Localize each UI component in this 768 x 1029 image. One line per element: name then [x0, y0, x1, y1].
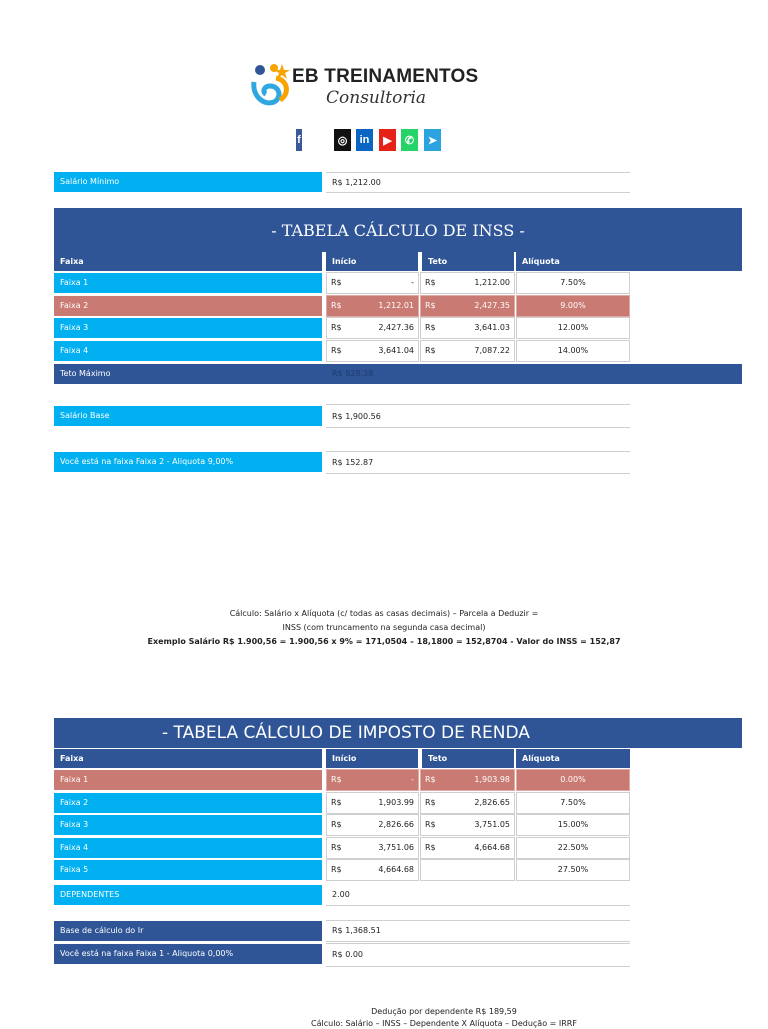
salario-minimo-label: Salário Mínimo: [54, 172, 322, 192]
inicio-value: 4,664.68: [378, 865, 414, 874]
facebook-icon[interactable]: f: [296, 129, 302, 151]
ir-header-aliquota: Alíquota: [516, 749, 630, 768]
inicio-cell: [326, 792, 419, 814]
currency-symbol: R$: [425, 278, 436, 287]
currency-symbol: R$: [331, 278, 342, 287]
inicio-value: 1,903.99: [378, 797, 414, 807]
faixa-label: Faixa 2: [54, 793, 322, 813]
currency-symbol: R$: [331, 323, 342, 332]
dependentes-label: DEPENDENTES: [54, 885, 322, 905]
inss-header-faixa: Faixa: [54, 252, 322, 271]
inss-header-teto: Teto: [422, 252, 514, 271]
teto-value: 7,087.22: [474, 345, 510, 355]
currency-symbol: R$: [331, 842, 342, 852]
salario-base-value: R$ 1,900.56: [326, 406, 630, 428]
teto-maximo-label: Teto Máximo: [60, 369, 111, 378]
teto-cell: [420, 272, 515, 294]
inicio-cell: [326, 317, 419, 339]
inss-note-line1: Cálculo: Salário x Alíquota (c/ todas as casas decimais) – Parcela a Deduzir =: [229, 609, 539, 618]
dependentes-value: 2.00: [326, 884, 630, 906]
faixa-label: Faixa 5: [54, 860, 322, 880]
teto-value: 3,641.03: [474, 323, 510, 332]
inicio-value: 3,751.06: [378, 842, 414, 852]
ir-note-line1: Dedução por dependente R$ 189,59: [371, 1007, 517, 1016]
currency-symbol: R$: [425, 323, 436, 332]
inicio-cell: [326, 340, 419, 362]
currency-symbol: R$: [425, 820, 436, 829]
teto-cell: [420, 859, 515, 881]
teto-value: 2,826.65: [474, 797, 510, 807]
teto-maximo-row: [54, 364, 742, 384]
ir-header-teto: Teto: [422, 749, 514, 768]
teto-value: 1,212.00: [474, 278, 510, 287]
inicio-cell: [326, 769, 419, 791]
faixa-label: Faixa 3: [54, 318, 322, 338]
currency-symbol: R$: [425, 345, 436, 355]
inicio-cell: [326, 837, 419, 859]
faixa-label: Faixa 4: [54, 341, 322, 361]
currency-symbol: R$: [425, 797, 436, 807]
inicio-cell: [326, 295, 419, 317]
inss-result-label: Você está na faixa Faixa 2 - Aliquota 9,00%: [54, 452, 322, 472]
faixa-label: Faixa 1: [54, 273, 322, 293]
inicio-cell: [326, 272, 419, 294]
aliquota-value: 22.50%: [516, 837, 630, 859]
teto-cell: [420, 295, 515, 317]
currency-symbol: R$: [331, 820, 342, 829]
currency-symbol: R$: [331, 775, 342, 784]
teto-cell: [420, 814, 515, 836]
aliquota-value: 12.00%: [516, 317, 630, 339]
faixa-label: Faixa 3: [54, 815, 322, 835]
inss-table-title: - TABELA CÁLCULO DE INSS -: [54, 208, 742, 252]
youtube-icon[interactable]: ▶: [379, 129, 396, 151]
inss-header-inicio: Início: [326, 252, 418, 271]
ir-header-inicio: Início: [326, 749, 418, 768]
aliquota-value: 14.00%: [516, 340, 630, 362]
divider: [326, 404, 630, 405]
teto-cell: [420, 317, 515, 339]
faixa-label: Faixa 4: [54, 838, 322, 858]
salario-base-label: Salário Base: [54, 406, 322, 426]
teto-maximo-value: R$ 828.38: [332, 369, 374, 378]
inicio-value: 2,427.36: [378, 323, 414, 332]
brand-title: EB TREINAMENTOS: [292, 66, 479, 87]
aliquota-value: 15.00%: [516, 814, 630, 836]
aliquota-value: 0.00%: [516, 769, 630, 791]
inss-note-line3: Exemplo Salário R$ 1.900,56 = 1.900,56 x 9% = 171,0504 – 18,1800 = 152,8704 - Valor do INSS = 152,87: [147, 637, 621, 646]
teto-cell: [420, 837, 515, 859]
currency-symbol: R$: [331, 345, 342, 355]
inicio-value: 3,641.04: [378, 345, 414, 355]
aliquota-value: 27.50%: [516, 859, 630, 881]
base-calculo-value: R$ 1,368.51: [326, 920, 630, 942]
inicio-value: 1,212.01: [378, 300, 414, 310]
teto-cell: [420, 769, 515, 791]
inicio-value: 2,826.66: [378, 820, 414, 829]
teto-value: 2,427.35: [474, 300, 510, 310]
ir-header-faixa: Faixa: [54, 749, 322, 768]
inicio-value: -: [411, 278, 414, 287]
ir-result-value: R$ 0.00: [326, 943, 630, 967]
aliquota-value: 7.50%: [516, 792, 630, 814]
aliquota-value: 9.00%: [516, 295, 630, 317]
aliquota-value: 7.50%: [516, 272, 630, 294]
inss-result-value: R$ 152.87: [326, 451, 630, 474]
logo-mark-icon: [250, 62, 292, 112]
brand-subtitle: Consultoria: [326, 88, 427, 108]
currency-symbol: R$: [331, 300, 342, 310]
currency-symbol: R$: [425, 775, 436, 784]
currency-symbol: R$: [331, 797, 342, 807]
inss-note-line2: INSS (com truncamento na segunda casa decimal): [282, 623, 486, 632]
teto-value: 1,903.98: [474, 775, 510, 784]
teto-cell: [420, 340, 515, 362]
ir-table-title: - TABELA CÁLCULO DE IMPOSTO DE RENDA: [54, 718, 742, 748]
ir-result-label: Você está na faixa Faixa 1 - Aliquota 0,00%: [54, 944, 322, 964]
teto-value: 4,664.68: [474, 842, 510, 852]
currency-symbol: R$: [425, 842, 436, 852]
ir-note-line2: Cálculo: Salário – INSS – Dependente X Alíquota – Dedução = IRRF: [311, 1019, 577, 1028]
inss-header-aliquota: Alíquota: [516, 252, 742, 271]
currency-symbol: R$: [425, 300, 436, 310]
telegram-icon[interactable]: ➤: [424, 129, 441, 151]
inicio-value: -: [411, 775, 414, 784]
currency-symbol: R$: [331, 865, 342, 874]
faixa-label: Faixa 1: [54, 770, 322, 790]
instagram-icon[interactable]: ◎: [334, 129, 351, 151]
linkedin-icon[interactable]: in: [356, 129, 373, 151]
inicio-cell: [326, 859, 419, 881]
faixa-label: Faixa 2: [54, 296, 322, 316]
teto-value: 3,751.05: [474, 820, 510, 829]
inicio-cell: [326, 814, 419, 836]
salario-minimo-value: R$ 1,212.00: [326, 172, 630, 193]
teto-cell: [420, 792, 515, 814]
base-calculo-label: Base de cálculo do Ir: [54, 921, 322, 941]
whatsapp-icon[interactable]: ✆: [401, 129, 418, 151]
